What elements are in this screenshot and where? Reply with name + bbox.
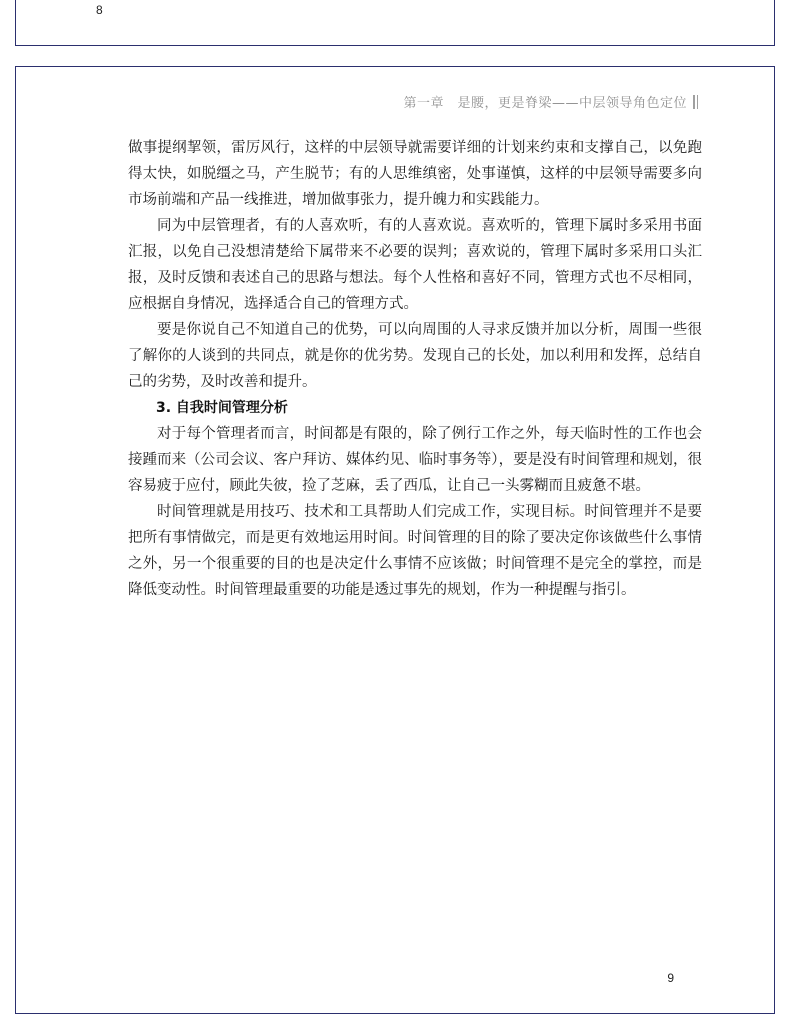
page-number: 9 [667, 971, 674, 985]
paragraph: 时间管理就是用技巧、技术和工具帮助人们完成工作，实现目标。时间管理并不是要把所有事情做完，而是更有效地运用时间。时间管理的目的除了要决定你该做些什么事情之外，另一个很重要的目的也是决定什么事情不应该做；时间管理不是完全的掌控，而是降低变动性。时间管理最重要的功能是透过事先的规划，作为一种提醒与指引。 [128, 504, 702, 598]
paragraph: 同为中层管理者，有的人喜欢听，有的人喜欢说。喜欢听的，管理下属时多采用书面汇报，以免自己没想清楚给下属带来不必要的误判；喜欢说的，管理下属时多采用口头汇报，及时反馈和表述自己的思路与想法。每个人性格和喜好不同，管理方式也不尽相同，应根据自身情况，选择适合自己的管理方式。 [128, 218, 702, 312]
previous-page-number: 8 [96, 3, 103, 17]
current-page-frame [15, 66, 775, 1014]
running-header-title: 第一章 是腰，更是脊梁——中层领导角色定位 [403, 96, 687, 111]
header-bar-ornament [693, 95, 698, 109]
section-heading: 3. 自我时间管理分析 [156, 400, 288, 416]
previous-page-frame [15, 0, 775, 46]
running-header [403, 92, 698, 111]
paragraph: 做事提纲挈领，雷厉风行，这样的中层领导就需要详细的计划来约束和支撑自己，以免跑得太快，如脱缰之马，产生脱节；有的人思维缜密，处事谨慎，这样的中层领导需要多向市场前端和产品一线推进，增加做事张力，提升魄力和实践能力。 [128, 140, 702, 208]
body-text [128, 135, 702, 603]
paragraph: 对于每个管理者而言，时间都是有限的，除了例行工作之外，每天临时性的工作也会接踵而来（公司会议、客户拜访、媒体约见、临时事务等），要是没有时间管理和规划，很容易疲于应付，顾此失彼，捡了芝麻，丢了西瓜，让自己一头雾糊而且疲惫不堪。 [128, 426, 702, 494]
paragraph: 要是你说自己不知道自己的优势，可以向周围的人寻求反馈并加以分析，周围一些很了解你的人谈到的共同点，就是你的优劣势。发现自己的长处，加以利用和发挥，总结自己的劣势，及时改善和提升。 [128, 322, 702, 390]
